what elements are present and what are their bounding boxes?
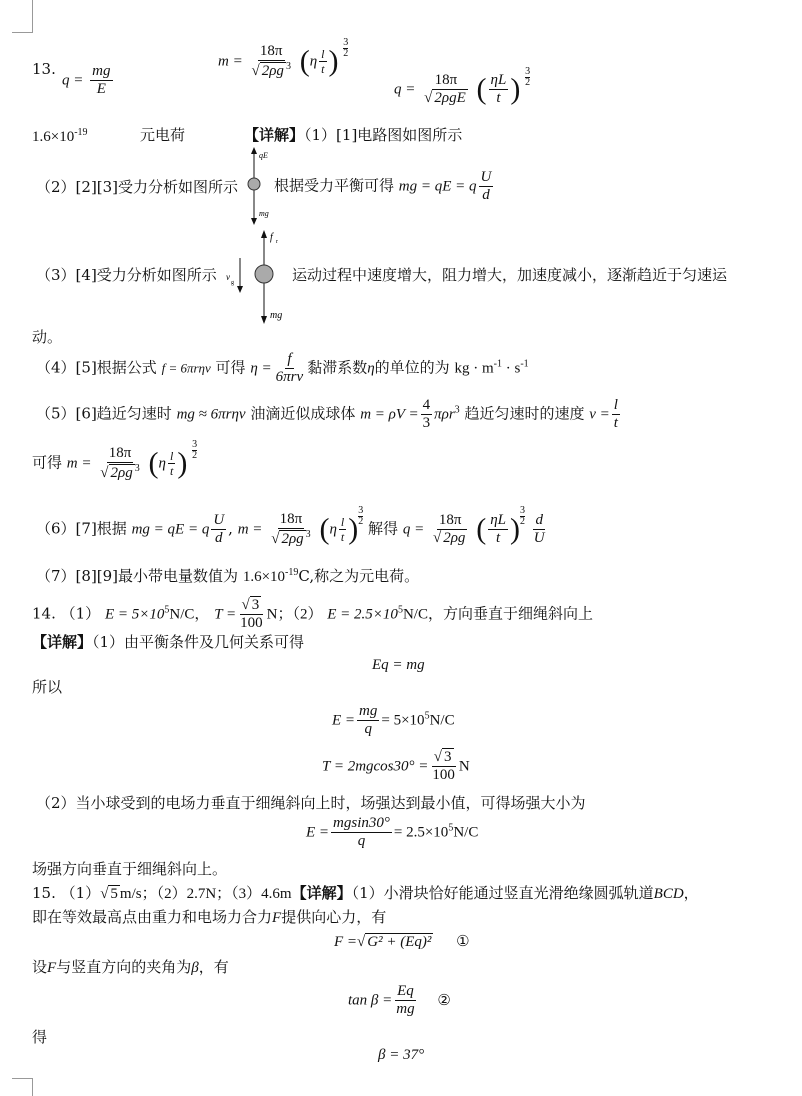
- q14-answer: 14. （1） $E = 5\times 10^5N/C$， T = $\frac{√ 3}{100}$ N；（2） $E = 2.5\times 10^5N/C$，方向垂直于细绳斜向上: [32, 597, 593, 631]
- q13-p3-b: 运动过程中速度增大，阻力增大，加速度减小，逐渐趋近于匀速运: [292, 266, 728, 284]
- q13-answer-3: q = $\frac{18\pi}{\text{√ 2ρgE}}$ ( $\frac{\eta L}{t}$ ) $\frac{3}{2}$: [394, 66, 531, 106]
- svg-text:g: g: [231, 280, 234, 286]
- q14-detail-2: （2）当小球受到的电场力垂直于细绳斜向上时，场强达到最小值，可得场强大小为: [36, 794, 586, 812]
- q13-p3-cont: 动。: [32, 328, 63, 346]
- q13-p3: （3）[4]受力分析如图所示: [36, 266, 217, 284]
- q15-detail-2: 即在等效最高点由重力和电场力合力F提供向心力，有: [32, 908, 387, 926]
- q14-eq1: Eq = mg: [372, 657, 425, 673]
- svg-text:r: r: [276, 239, 278, 245]
- q14-eq4: E = $\frac{mgsin30^\circ}{q}$ = $2.5\times 10^5N/C$: [306, 815, 479, 849]
- q13-p6: （6）[7]根据 mg = qE = q $\frac{U}{d}$ , m = $\frac{18\pi}{√ 2\rho g ^3}$ (η $\frac{l}{t}$ ) $\frac{3}{2}$ 解得 q = $\frac{18\pi}{√ 2\rho g}$ ( $\frac{\eta L}{t}$ ) $\frac{3}{2}$ $\frac{d}{U}$: [36, 505, 545, 547]
- q15-eq3: β = 37°: [378, 1047, 425, 1063]
- q14-so: 所以: [32, 678, 63, 696]
- fig2-fr: f: [270, 232, 273, 243]
- force-diagram-2: [224, 226, 294, 326]
- fig2-mg: mg: [270, 310, 283, 321]
- q13-p5: （5）[6]趋近匀速时 mg ≈ 6πrηv 油滴近似成球体 m = ρV = $\frac{4}{3}$ πρr$^3$ 趋近匀速时的速度 v = $\frac{l}{t}$: [36, 397, 618, 431]
- q14-detail-1: 【详解】（1）由平衡条件及几何关系可得: [32, 633, 305, 651]
- q14-detail-3: 场强方向垂直于细绳斜向上。: [32, 860, 228, 878]
- q13-p2: （2）[2][3]受力分析如图所示: [36, 178, 239, 196]
- q13-detail-p1: 【详解】（1）[1]电路图如图所示: [244, 126, 463, 144]
- q13-answer-1: q = $\frac{mg}{E}$: [62, 63, 111, 97]
- q13-p5-result: 可得 m = $\frac{18\pi}{√ 2\rho g ^3}$ (η $\frac{l}{t}$ ) $\frac{3}{2}$: [32, 439, 198, 481]
- q13-p7: （7）[8][9]最小带电量数值为 $1.6\times 10^{-19}C$,称之为元电荷。: [36, 567, 420, 585]
- crop-mark-bottom: [12, 1078, 33, 1096]
- q13-answer-2: m = $\frac{18\pi}{√ 2\rho g ^3}$ (η $\frac{l}{t}$ ) $\frac{3}{2}$: [218, 37, 349, 79]
- q13-p4: （4）[5]根据公式 f = 6πrηv 可得 η = $\frac{f}{\text{6πrv}}$ 黏滞系数η的单位的为 kg · $m^{-1} \cdot s^{-1}$: [36, 351, 529, 385]
- q13-answer-4: $1.6\times 10^{-19}$: [32, 127, 88, 145]
- q15-detail-3: 设F与竖直方向的夹角为β，有: [32, 958, 229, 976]
- q13-p2-b: 根据受力平衡可得 mg = qE = q $\frac{U}{d}$: [274, 169, 492, 203]
- q15-get: 得: [32, 1028, 48, 1046]
- fig1-qE: qE: [259, 151, 268, 160]
- q14-eq3: T = 2mgcos30° = $\frac{√ 3}{100}$ N: [322, 749, 470, 783]
- q15-eq1: F =√ G² + (Eq)² ①: [334, 932, 470, 950]
- q13-answer-5: 元电荷: [140, 126, 186, 144]
- crop-mark-top: [12, 0, 33, 33]
- fig1-mg: mg: [259, 209, 269, 218]
- q15-eq2: tan β = $\frac{Eq}{mg}$ ②: [348, 983, 451, 1017]
- q13-number: 13.: [32, 60, 56, 78]
- q14-eq2: E = $\frac{mg}{q}$ = $5\times 10^5N/C$: [332, 703, 455, 737]
- fig2-v: v: [226, 272, 230, 282]
- q15-answer: 15. （1）√ 5 m/s；（2）2.7N；（3）4.6m【详解】（1）小滑块恰好能通过竖直光滑绝缘圆弧轨道BCD，: [32, 884, 699, 902]
